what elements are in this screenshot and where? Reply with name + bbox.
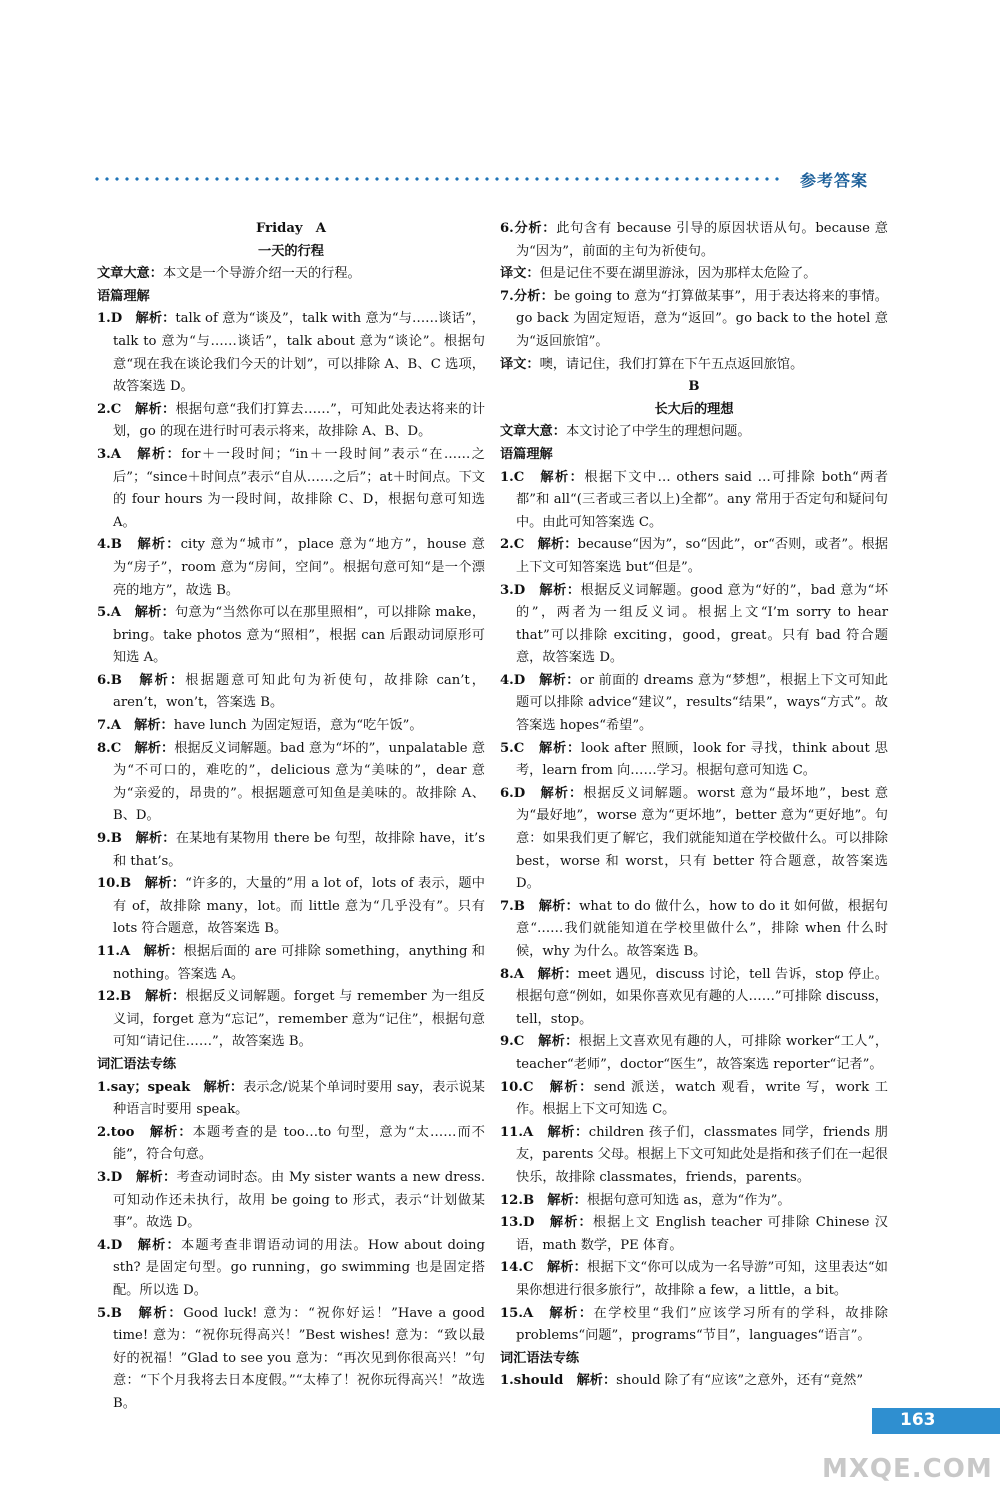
item-text: 根据反义词解题。forget 与 remember 为一组反义词，forget 意为“忘记”，remember 意为“记住”，根据句意可知“请记住……”，故答案选 B。 (113, 989, 485, 1050)
answer-item (500, 1212, 888, 1257)
item-text: for＋一段时间；“in＋一段时间”表示“在……之后”；“since＋时间点”表示“自从……之后”；at＋时间点。下文的 four hours 为一段时间，故排除 C、D，根据句意可知选 A。 (113, 446, 485, 530)
item-text: 根据句意“我们打算去……”，可知此处表达将来的计划，go 的现在进行时可表示将来，故排除 A、B、D。 (113, 401, 486, 440)
item-label: 4.B 解析： (97, 537, 181, 553)
page-number: 163 (900, 1410, 936, 1430)
answer-item (97, 715, 485, 738)
item-label: 5.B 解析： (97, 1305, 184, 1321)
item-label: 1.C 解析： (500, 469, 585, 485)
watermark: MXQE.COM (822, 1454, 993, 1484)
item-label: 2.C 解析： (500, 537, 578, 553)
answer-item (500, 670, 888, 738)
item-label: 译文： (500, 356, 540, 372)
item-label: 11.A 解析： (97, 944, 184, 959)
item-label: 9.C 解析： (500, 1034, 579, 1050)
item-label: 7.B 解析： (500, 898, 580, 914)
answer-item (97, 1235, 485, 1303)
item-label: 8.A 解析： (500, 966, 578, 982)
item-text: 根据反义词解题。worst 意为“最坏地”，best 意为“最好地”，worse 意为“更坏地”，better 意为“更好地”。句意：如果我们更了解它，我们就能知道在学校做什么。可以排除 best，worse 和 worst，只有 better 符合题意，故答案选 D。 (516, 785, 889, 892)
answer-item (500, 580, 888, 670)
item-text: 表示念/说某个单词时要用 say，表示说某种语言时要用 speak。 (113, 1079, 485, 1118)
item-text: 根据后面的 are 可排除 something，anything 和 nothing。答案选 A。 (113, 944, 485, 982)
answer-item (97, 534, 485, 602)
answer-item (500, 1077, 888, 1122)
item-label: 2.C 解析： (97, 401, 176, 417)
item-text: because“因为”，so“因此”，or“否则，或者”。根据上下文可知答案选 but“但是”。 (516, 537, 888, 575)
item-label: 6.分析： (500, 221, 557, 236)
item-label: 6.D 解析： (500, 785, 584, 801)
answer-item (97, 1122, 485, 1167)
item-text: should 除了有“应该”之意外，还有“竟然” (616, 1373, 864, 1389)
answer-item (97, 1167, 485, 1235)
section-heading: 长大后的理想 (654, 401, 734, 417)
right-column (500, 218, 888, 1393)
item-text: “许多的，大量的”用 a lot of，lots of 表示，题中有 of，故排除 many，lot。而 little 意为“几乎没有”。只有 lots 符合题意，故答案选 B。 (113, 876, 485, 937)
item-text: city 意为“城市”，place 意为“地方”，house 意为“房子”，room 意为“房间，空间”。根据句意可知“是一个漂亮的地方”，故选 B。 (113, 537, 485, 598)
item-text: or 前面的 dreams 意为“梦想”，根据上下文可知此题可以排除 advice“建议”，results“结果”，ways“方式”。故答案选 hopes“希望”。 (516, 672, 888, 734)
summary-line (97, 263, 485, 286)
answer-item (500, 896, 888, 964)
item-text: 根据上文 English teacher 可排除 Chinese 汉语，math 数学，PE 体育。 (516, 1215, 888, 1253)
answer-item (97, 986, 485, 1054)
item-text: 根据反义词解题。good 意为“好的”，bad 意为“坏的”，两者为一组反义词。根据上文“I’m sorry to hear that”可以排除 exciting，good，great。只有 bad 符合题意，故答案选 D。 (516, 582, 889, 666)
item-text: 根据下文“你可以成为一名导游”可知，这里表达“如果你想进行很多旅行”，故排除 a few，a little，a bit。 (516, 1260, 888, 1298)
answer-item (97, 873, 485, 941)
item-label: 12.B 解析： (500, 1192, 587, 1208)
answer-item (500, 1190, 888, 1213)
item-text: 根据上文喜欢见有趣的人，可排除 worker“工人”，teacher“老师”，doctor“医生”，故答案选 reporter“记者”。 (516, 1034, 889, 1072)
item-text: send 派送，watch 观看，write 写，work 工作。根据上下文可知选 C。 (516, 1079, 888, 1118)
item-text: 句意为“当然你可以在那里照相”，可以排除 make，bring。take photos 意为“照相”，根据 can 后跟动词原形可知选 A。 (113, 605, 486, 666)
header-title: 参考答案 (800, 171, 869, 190)
item-label: 12.B 解析： (97, 989, 186, 1005)
item-label: 5.C 解析： (500, 740, 581, 756)
item-text: 本文是一个导游介绍一天的行程。 (162, 266, 361, 282)
item-text: meet 遇见，discuss 讨论，tell 告诉，stop 停止。根据句意“例如，如果你喜欢见有趣的人……”可排除 discuss，tell，stop。 (516, 966, 888, 1027)
section-heading: 一天的行程 (258, 243, 324, 259)
item-label: 文章大意： (97, 266, 163, 282)
item-text: 考查动词时态。由 My sister wants a new dress.可知动作还未执行，故用 be going to 形式，表示“计划做某事”。故选 D。 (113, 1169, 486, 1231)
answer-item (500, 964, 888, 1032)
section-title: 语篇理解 (500, 446, 553, 462)
item-text: talk of 意为“谈及”，talk with 意为“与……谈话”，talk to 意为“与……谈话”，talk about 意为“谈论”。根据句意“现在我在谈论我们今天的计划”，可以排除 A、B、C 选项，故答案选 D。 (113, 311, 485, 395)
item-text: Good luck! 意为：“祝你好运！”Have a good time! 意为：“祝你玩得高兴！”Best wishes! 意为：“致以最好的祝福！”Glad to see you 意为：“再次见到你很高兴！”句意：“下个月我将去日本度假。”“太棒了！祝你玩得高兴！”故选 B。 (113, 1305, 485, 1411)
item-text: have lunch 为固定短语，意为“吃午饭”。 (173, 718, 423, 734)
answer-item (500, 783, 888, 896)
item-text: look after 照顾，look for 寻找，think about 思考，learn from 向……学习。根据句意可知选 C。 (516, 740, 888, 779)
item-label: 5.A 解析： (97, 605, 176, 621)
item-text: children 孩子们，classmates 同学，friends 朋友，parents 父母。根据上下文可知此处是指和孩子们在一起很快乐，故排除 classmates，friends，parents。 (516, 1124, 888, 1185)
answer-item (97, 941, 485, 986)
item-label: 14.C 解析： (500, 1260, 588, 1276)
section-heading: Friday A (256, 221, 326, 236)
item-label: 文章大意： (500, 424, 566, 440)
answer-item (500, 1370, 888, 1393)
item-label: 3.D 解析： (97, 1169, 177, 1185)
item-label: 1.should 解析： (500, 1373, 617, 1389)
item-label: 13.D 解析： (500, 1215, 593, 1231)
section-heading: B (688, 379, 700, 395)
header-dotted-rule (92, 176, 784, 182)
item-text: 本题考查的是 too…to 句型，意为“太……而不能”，符合句意。 (113, 1124, 485, 1163)
answer-item (97, 1077, 485, 1122)
answer-item (97, 444, 485, 534)
answer-item (97, 308, 485, 398)
page-number-tab (872, 1408, 1000, 1434)
item-label: 15.A 解析： (500, 1305, 594, 1321)
item-text: 根据下文中… others said …可排除 both“两者都”和 all“(三者或三者以上)全都”。any 常用于否定句和疑问句中。由此可知答案选 C。 (516, 469, 888, 530)
item-label: 2.too 解析： (97, 1124, 193, 1140)
item-text: 根据句意可知选 as，意为“作为”。 (586, 1192, 791, 1208)
answer-item (97, 399, 485, 444)
answer-item (500, 467, 888, 535)
answer-item (500, 738, 888, 783)
item-label: 10.B 解析： (97, 876, 186, 892)
section-title: 词汇语法专练 (500, 1350, 580, 1366)
item-text: 噢，请记住，我们打算在下午五点返回旅馆。 (539, 356, 804, 372)
section-title: 语篇理解 (97, 288, 150, 304)
answer-item (500, 218, 888, 263)
answer-item (97, 602, 485, 670)
summary-line (500, 354, 888, 377)
item-label: 1.say；speak 解析： (97, 1079, 244, 1095)
item-label: 3.A 解析： (97, 446, 182, 462)
answer-item (500, 1257, 888, 1302)
item-label: 9.B 解析： (97, 831, 176, 847)
answer-item (500, 1031, 888, 1076)
answer-item (500, 1303, 888, 1348)
item-text: 根据反义词解题。bad 意为“坏的”，unpalatable 意为“不可口的，难吃的”，delicious 意为“美味的”，dear 意为“亲爱的，昂贵的”。根据题意可知鱼是美味的。故排除 A、B、D。 (113, 740, 486, 824)
item-text: 在某地有某物用 there be 句型，故排除 have，it’s 和 that’s。 (113, 831, 485, 869)
item-label: 4.D 解析： (97, 1237, 181, 1253)
item-text: 本题考查非谓语动词的用法。How about doing sth? 是固定句型。go running，go swimming 也是固定搭配。所以选 D。 (113, 1237, 485, 1298)
item-label: 1.D 解析： (97, 311, 176, 327)
answer-item (97, 738, 485, 828)
item-text: 此句含有 because 引导的原因状语从句。because 意为“因为”，前面的主句为祈使句。 (516, 221, 888, 259)
answer-item (500, 534, 888, 579)
left-column (97, 218, 485, 1415)
answer-item (97, 828, 485, 873)
section-title: 词汇语法专练 (97, 1056, 177, 1072)
item-text: 本文讨论了中学生的理想问题。 (565, 424, 751, 440)
item-label: 8.C 解析： (97, 740, 175, 756)
item-label: 10.C 解析： (500, 1079, 594, 1095)
summary-line (500, 421, 888, 444)
answer-item (97, 670, 485, 715)
item-text: 但是记住不要在湖里游泳，因为那样太危险了。 (539, 266, 817, 282)
answer-item (500, 286, 888, 354)
answer-item (97, 1303, 485, 1416)
item-label: 6.B 解析： (97, 672, 186, 688)
item-label: 4.D 解析： (500, 672, 580, 688)
item-label: 11.A 解析： (500, 1124, 589, 1140)
item-text: what to do 做什么，how to do it 如何做，根据句意“……我们就能知道在学校里做什么”，排除 when 什么时候，why 为什么。故答案选 B。 (516, 898, 888, 959)
summary-line (500, 263, 888, 286)
item-label: 译文： (500, 266, 540, 282)
item-text: 根据题意可知此句为祈使句，故排除 can’t，aren’t，won’t，答案选 B。 (113, 672, 485, 711)
item-text: 在学校里“我们”应该学习所有的学科，故排除 problems“问题”，programs“节目”，languages“语言”。 (516, 1305, 888, 1344)
item-text: be going to 意为“打算做某事”，用于表达将来的事情。go back 为固定短语，意为“返回”。go back to the hotel 意为“返回旅馆”。 (516, 288, 888, 349)
item-label: 7.A 解析： (97, 718, 174, 734)
item-label: 3.D 解析： (500, 582, 581, 598)
item-label: 7.分析： (500, 288, 554, 304)
answer-item (500, 1122, 888, 1190)
